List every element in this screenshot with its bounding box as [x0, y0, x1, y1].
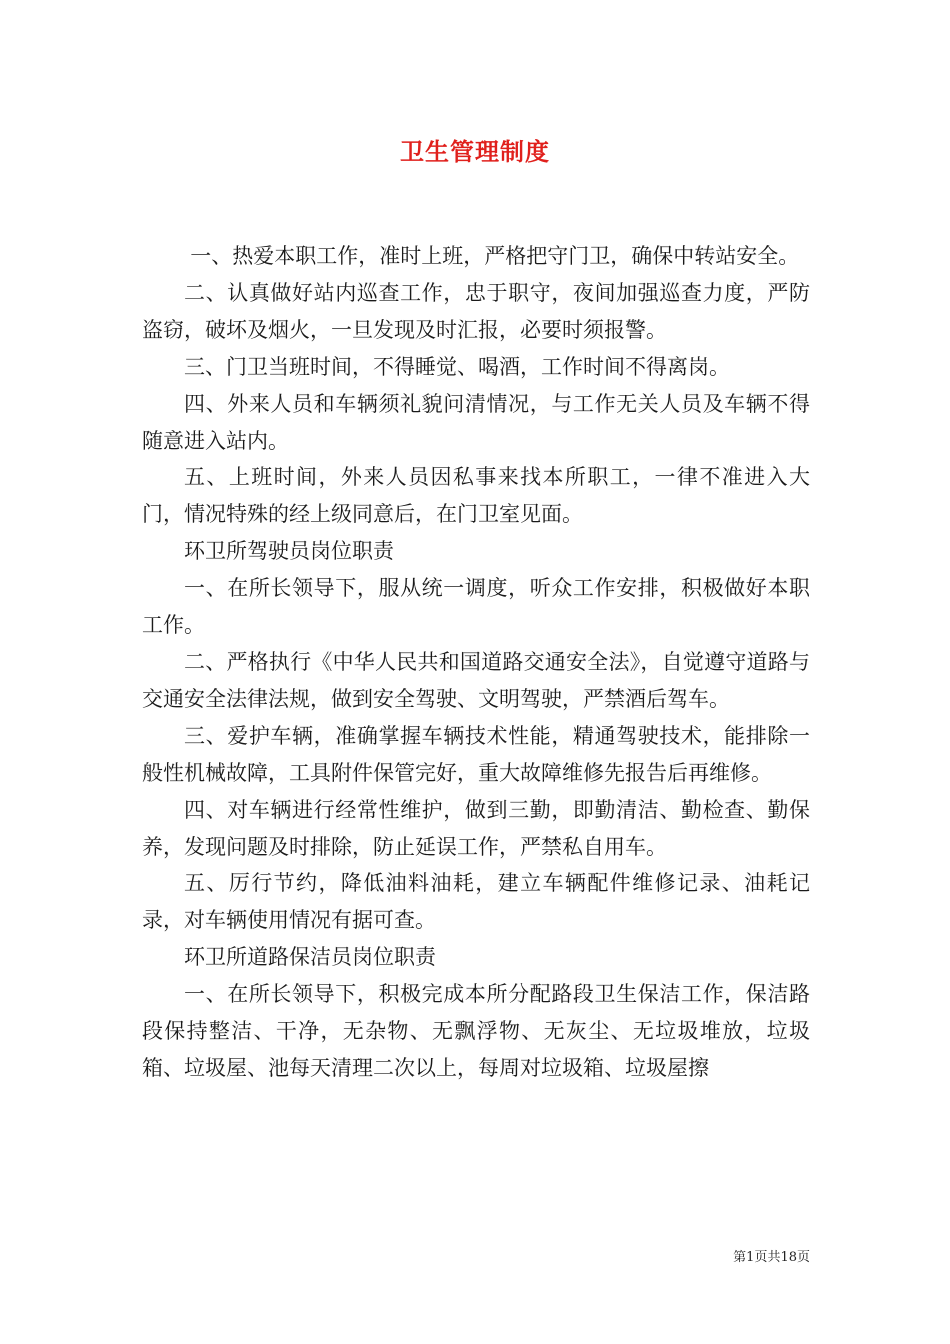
paragraph: 一、热爱本职工作，准时上班，严格把守门卫，确保中转站安全。 [190, 244, 800, 268]
paragraph: 四、外来人员和车辆须礼貌问清情况，与工作无关人员及车辆不得随意进入站内。 [142, 391, 810, 453]
paragraph: 一、在所长领导下，服从统一调度，听众工作安排，积极做好本职工作。 [142, 576, 810, 638]
paragraph: 二、认真做好站内巡查工作，忠于职守，夜间加强巡查力度，严防盗窃，破坏及烟火，一旦发现及时汇报，必要时须报警。 [142, 280, 810, 342]
section-heading: 环卫所道路保洁员岗位职责 [184, 945, 436, 970]
paragraph: 二、严格执行《中华人民共和国道路交通安全法》，自觉遵守道路与交通安全法律法规，做到安全驾驶、文明驾驶，严禁酒后驾车。 [142, 649, 810, 711]
document-body [142, 238, 810, 1087]
paragraph: 三、爱护车辆，准确掌握车辆技术性能，精通驾驶技术，能排除一般性机械故障，工具附件保管完好，重大故障维修先报告后再维修。 [142, 723, 810, 785]
paragraph: 一、在所长领导下，积极完成本所分配路段卫生保洁工作，保洁路段保持整洁、干净，无杂物、无飘浮物、无灰尘、无垃圾堆放，垃圾箱、垃圾屋、池每天清理二次以上，每周对垃圾箱、垃圾屋擦 [142, 982, 810, 1080]
document-title: 卫生管理制度 [400, 137, 550, 166]
page-number: 第1页共18页 [733, 1250, 810, 1265]
paragraph: 三、门卫当班时间，不得睡觉、喝酒，工作时间不得离岗。 [184, 354, 730, 379]
section-heading: 环卫所驾驶员岗位职责 [184, 539, 394, 564]
paragraph: 五、厉行节约，降低油料油耗，建立车辆配件维修记录、油耗记录，对车辆使用情况有据可查。 [142, 871, 810, 933]
paragraph: 四、对车辆进行经常性维护，做到三勤，即勤清洁、勤检查、勤保养，发现问题及时排除，防止延误工作，严禁私自用车。 [142, 797, 810, 859]
paragraph: 五、上班时间，外来人员因私事来找本所职工，一律不准进入大门，情况特殊的经上级同意后，在门卫室见面。 [142, 465, 810, 527]
